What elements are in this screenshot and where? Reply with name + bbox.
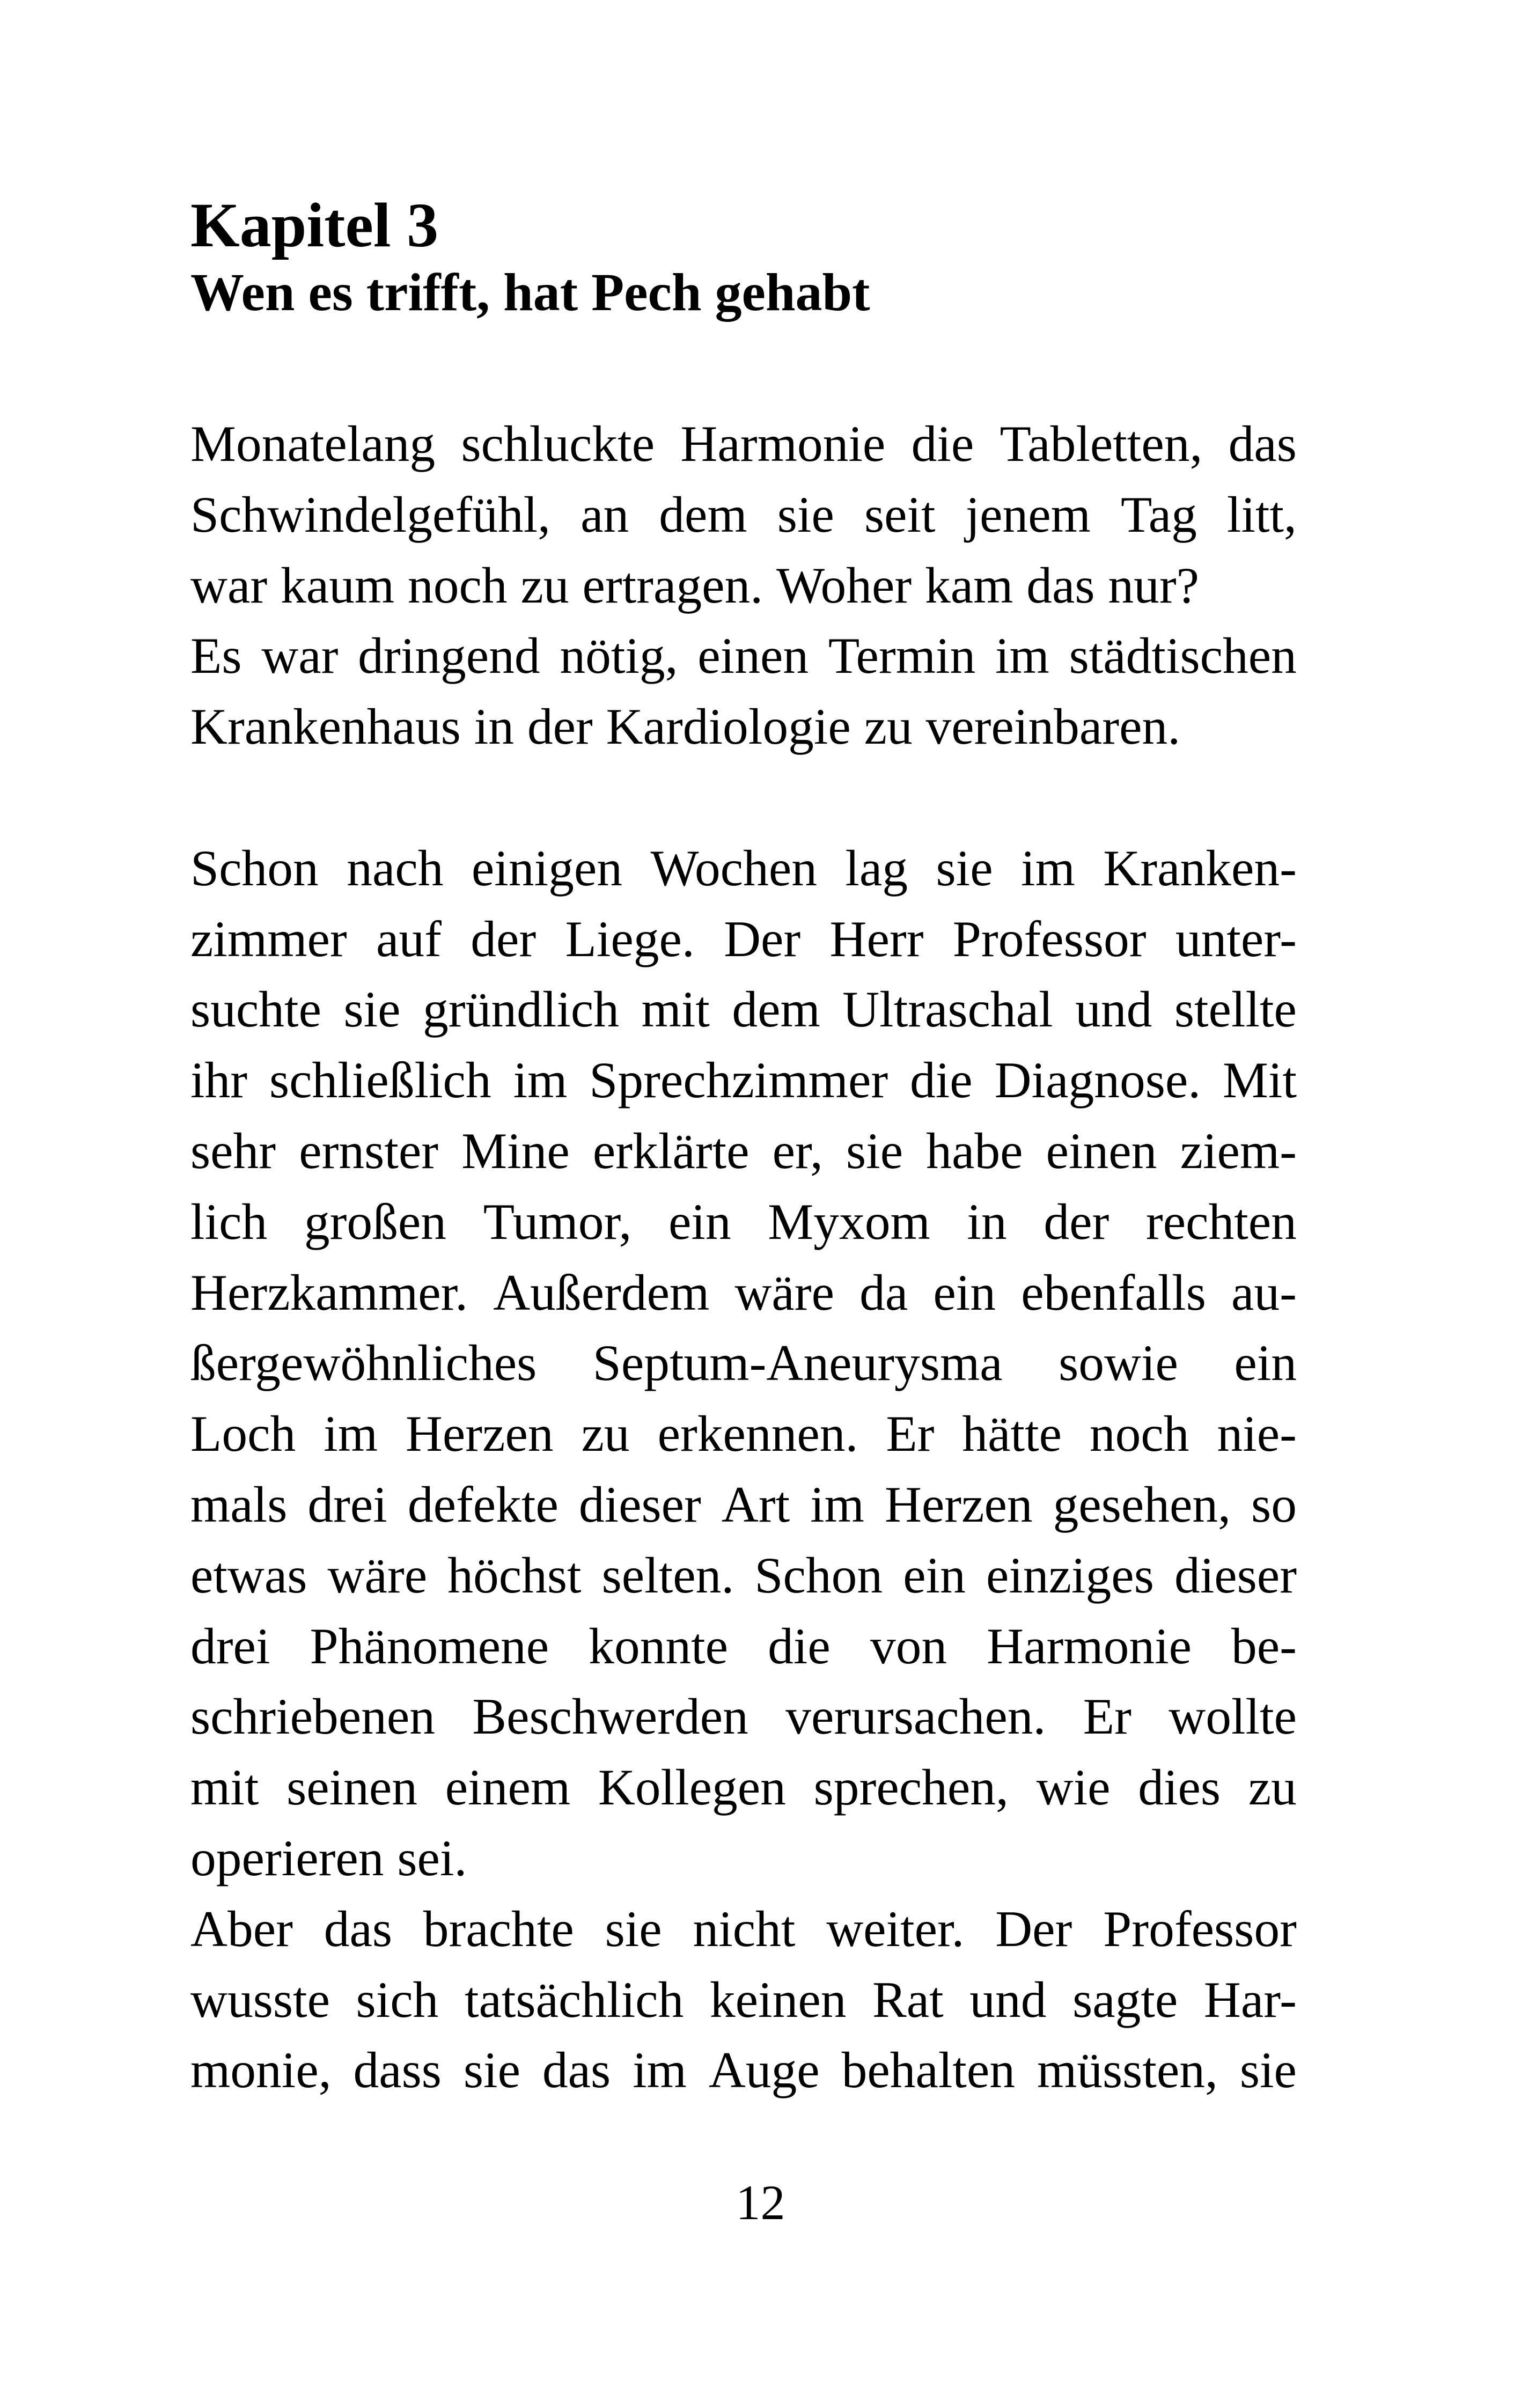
text-line: mit seinen einem Kollegen sprechen, wie dies zu xyxy=(190,1759,1297,1816)
text-line: ßergewöhnliches Septum-Aneurysma sowie ein xyxy=(190,1334,1297,1392)
paragraph-gap xyxy=(190,762,1297,833)
chapter-title: Wen es trifft, hat Pech gehabt xyxy=(190,262,870,322)
text-line: war kaum noch zu ertragen. Woher kam das nur? xyxy=(190,556,1200,614)
text-line: Es war dringend nötig, einen Termin im städtischen xyxy=(190,627,1297,685)
page-number: 12 xyxy=(736,2175,785,2230)
text-line: Schon nach einigen Wochen lag sie im Kranken- xyxy=(190,839,1297,897)
text-line: monie, dass sie das im Auge behalten müssten, sie xyxy=(190,2042,1297,2099)
text-line: drei Phänomene konnte die von Harmonie be- xyxy=(190,1617,1297,1675)
text-line: Aber das brachte sie nicht weiter. Der Professor xyxy=(190,1900,1297,1957)
body-text xyxy=(190,409,1297,2106)
text-line: wusste sich tatsächlich keinen Rat und sagte Har- xyxy=(190,1971,1297,2028)
text-line: mals drei defekte dieser Art im Herzen gesehen, so xyxy=(190,1475,1297,1533)
text-line: lich großen Tumor, ein Myxom in der rechten xyxy=(190,1193,1297,1250)
text-line: Monatelang schluckte Harmonie die Tabletten, das xyxy=(190,415,1297,472)
text-line: Krankenhaus in der Kardiologie zu vereinbaren. xyxy=(190,698,1181,755)
text-line: suchte sie gründlich mit dem Ultraschal und stellte xyxy=(190,981,1297,1038)
chapter-heading xyxy=(190,190,1317,325)
paragraph xyxy=(190,833,1297,1894)
text-line: schriebenen Beschwerden verursachen. Er wollte xyxy=(190,1688,1297,1745)
text-line: etwas wäre höchst selten. Schon ein einziges dieser xyxy=(190,1546,1297,1604)
text-line: operieren sei. xyxy=(190,1829,467,1886)
paragraph xyxy=(190,409,1297,762)
text-line: Herzkammer. Außerdem wäre da ein ebenfalls au- xyxy=(190,1264,1297,1321)
text-line: Loch im Herzen zu erkennen. Er hätte noch nie- xyxy=(190,1405,1297,1463)
text-line: zimmer auf der Liege. Der Herr Professor unter- xyxy=(190,910,1297,967)
text-line: sehr ernster Mine erklärte er, sie habe einen ziem- xyxy=(190,1122,1297,1179)
text-line: ihr schließlich im Sprechzimmer die Diagnose. Mit xyxy=(190,1052,1297,1109)
chapter-number: Kapitel 3 xyxy=(190,190,439,260)
text-line: Schwindelgefühl, an dem sie seit jenem Tag litt, xyxy=(190,486,1297,543)
paragraph xyxy=(190,1894,1297,2106)
